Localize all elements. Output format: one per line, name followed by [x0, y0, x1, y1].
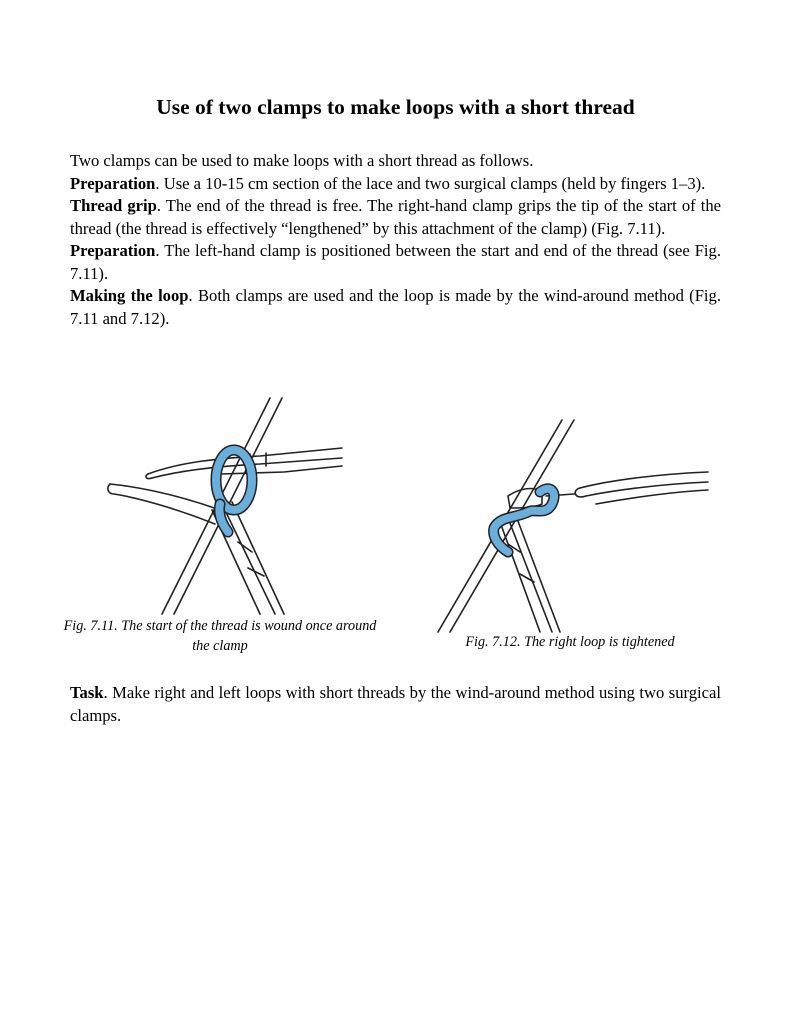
- step-preparation-1: [70, 173, 721, 196]
- step-term: Preparation: [70, 173, 156, 193]
- clamp-loop-illustration: [70, 392, 370, 617]
- step-term: Making the loop: [70, 286, 189, 305]
- step-term: Preparation: [70, 241, 156, 260]
- figure-7-11-caption: Fig. 7.11. The start of the thread is wound once around the clamp: [63, 618, 377, 654]
- figure-7-12-caption: Fig. 7.12. The right loop is tightened: [465, 634, 675, 650]
- step-text: . The left-hand clamp is positioned between the start and end of the thread (see Fig. 7.11).: [70, 241, 721, 283]
- step-making-loop: [70, 285, 721, 330]
- tightened-loop-illustration: [430, 412, 720, 634]
- step-preparation-2: [70, 240, 721, 285]
- figure-7-11-illustration: [70, 392, 370, 617]
- step-term: Thread grip: [70, 196, 157, 215]
- step-thread-grip: [70, 195, 721, 240]
- body-text: [70, 150, 721, 330]
- step-text: . Both clamps are used and the loop is made by the wind-around method (Fig. 7.11 and 7.12).: [70, 286, 721, 328]
- task-term: Task: [70, 683, 104, 702]
- intro-paragraph: Two clamps can be used to make loops with a short thread as follows.: [70, 151, 534, 170]
- figure-7-12-illustration: [430, 412, 720, 634]
- page-title: Use of two clamps to make loops with a short thread: [156, 95, 635, 119]
- step-text: . Use a 10-15 cm section of the lace and two surgical clamps (held by fingers 1–3).: [155, 173, 706, 193]
- task-text: . Make right and left loops with short threads by the wind-around method using two surgical clamps.: [70, 683, 721, 725]
- step-text: . The end of the thread is free. The right-hand clamp grips the tip of the start of the thread (the thread is effectively “lengthened” by this attachment of the clamp) (Fig. 7.11).: [70, 196, 722, 238]
- task-paragraph: [70, 682, 721, 727]
